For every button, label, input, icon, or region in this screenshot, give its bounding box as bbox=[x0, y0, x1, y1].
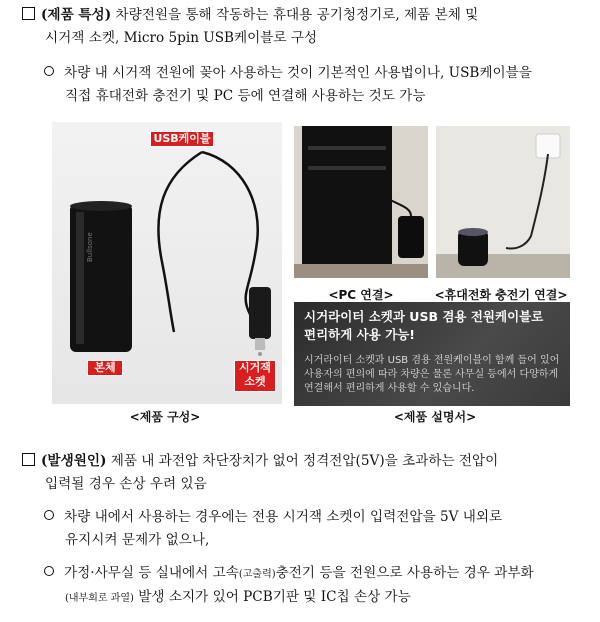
socket-label: 시거잭 소켓 bbox=[234, 360, 276, 392]
section1-text: 차량전원을 통해 작동하는 휴대용 공기청정기로, 제품 본체 및 bbox=[111, 7, 479, 23]
bullet3-line1: 가정·사무실 등 실내에서 고속(고출력)충전기 등을 전원으로 사용하는 경우 과부화 bbox=[44, 562, 594, 586]
manual-caption: <제품 설명서> bbox=[393, 410, 477, 424]
bullet3-paragraph bbox=[44, 562, 594, 610]
body-label: 본체 bbox=[87, 360, 123, 376]
phone-charger-photo bbox=[436, 126, 570, 278]
product-photo bbox=[52, 122, 282, 404]
bullet2-line2: 유지시켜 문제가 없으나, bbox=[65, 532, 210, 548]
pc-photo bbox=[294, 126, 428, 278]
section1-line1 bbox=[22, 4, 592, 27]
bullet2-paragraph bbox=[44, 506, 594, 552]
manual-photo bbox=[294, 302, 570, 406]
device-brand: Bullsone bbox=[86, 232, 94, 262]
section2-text: 제품 내 과전압 차단장치가 없어 정격전압(5V)을 초과하는 전압이 bbox=[106, 453, 499, 469]
circle-bullet-icon bbox=[44, 566, 54, 576]
bullet1-line2: 직접 휴대전화 충전기 및 PC 등에 연결해 사용하는 것도 가능 bbox=[65, 88, 426, 104]
section1-paragraph bbox=[22, 4, 592, 50]
section1-heading: (제품 특성) bbox=[41, 7, 112, 23]
square-bullet-icon bbox=[22, 7, 35, 20]
section2-heading: (발생원인) bbox=[41, 453, 107, 469]
manual-title: 시거라이터 소켓과 USB 겸용 전원케이블로 편리하게 사용 가능! bbox=[304, 309, 544, 342]
section2-line1 bbox=[22, 450, 592, 473]
section1-text-line2: 시거잭 소켓, Micro 5pin USB케이블로 구성 bbox=[45, 30, 318, 46]
bullet2-line1: 차량 내에서 사용하는 경우에는 전용 시거잭 소켓이 입력전압을 5V 내외로 bbox=[44, 506, 594, 529]
bullet1-paragraph bbox=[44, 62, 594, 108]
square-bullet-icon bbox=[22, 453, 35, 466]
bullet1-line1: 차량 내 시거잭 전원에 꽂아 사용하는 것이 기본적인 사용법이나, USB케이블을 bbox=[44, 62, 594, 85]
circle-bullet-icon bbox=[44, 66, 54, 76]
circle-bullet-icon bbox=[44, 510, 54, 520]
section2-paragraph bbox=[22, 450, 592, 496]
usb-cable-label: USB케이블 bbox=[150, 131, 214, 147]
phone-charger-caption: <휴대전화 충전기 연결> bbox=[434, 288, 568, 302]
manual-body: 시거라이터 소켓과 USB 겸용 전원케이블이 함께 들어 있어 사용자의 편의에 따라 차량은 물론 사무실 등에서 다양하게 연결해서 편리하게 사용할 수 있습니다. bbox=[304, 355, 560, 394]
bullet3-line2: (내부회로 과열) 발생 소지가 있어 PCB기판 및 IC칩 손상 가능 bbox=[65, 589, 411, 605]
pc-caption: <PC 연결> bbox=[328, 288, 394, 302]
product-caption: <제품 구성> bbox=[129, 410, 201, 424]
section2-text-line2: 입력될 경우 손상 우려 있음 bbox=[45, 476, 207, 492]
